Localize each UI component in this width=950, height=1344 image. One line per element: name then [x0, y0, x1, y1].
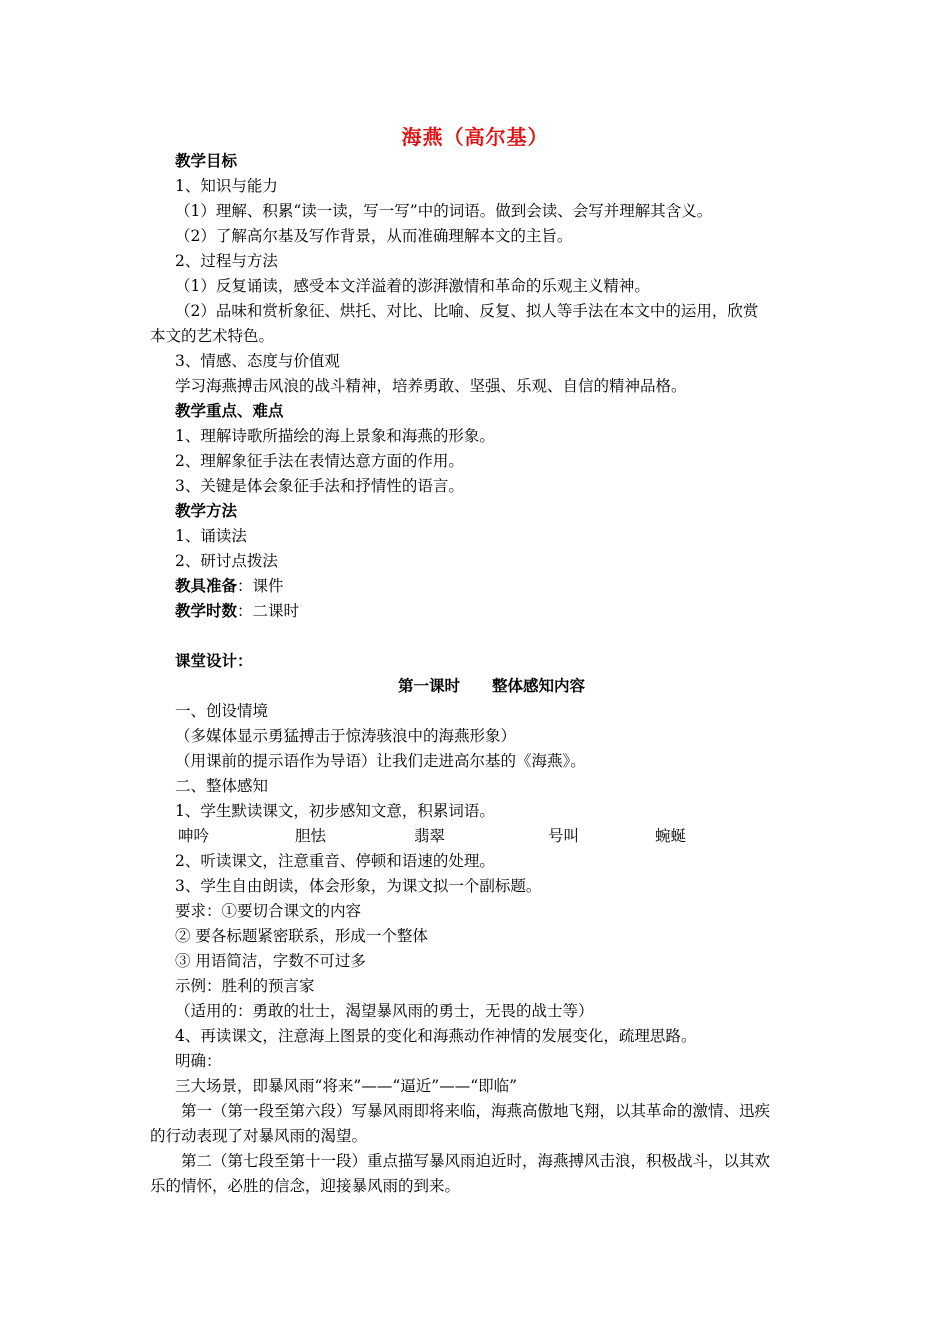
vocabulary-words: [0, 826, 950, 846]
section1-item-2: （用课前的提示语作为导语）让我们走进高尔基的《海燕》。: [175, 752, 586, 770]
goals-knowledge-item-2: （2）了解高尔基及写作背景，从而准确理解本文的主旨。: [175, 227, 573, 245]
vocab-word: 号叫: [548, 827, 580, 845]
goals-process-item-2-line1: （2）品味和赏析象征、烘托、对比、比喻、反复、拟人等手法在本文中的运用，欣赏: [175, 302, 759, 320]
part1-line2: 的行动表现了对暴风雨的渴望。: [150, 1127, 368, 1145]
lesson1-heading-topic: 整体感知内容: [492, 676, 586, 695]
clarify-label: 明确：: [175, 1052, 222, 1070]
keypoints-heading: 教学重点、难点: [175, 401, 284, 420]
section2-heading: 二、整体感知: [175, 777, 269, 795]
document-title: 海燕（高尔基）: [401, 125, 549, 149]
methods-heading: 教学方法: [175, 501, 238, 520]
requirement-1: 要求：①要切合课文的内容: [175, 902, 362, 920]
goals-knowledge-heading: 1、知识与能力: [175, 177, 278, 195]
design-heading: 课堂设计：: [175, 651, 253, 670]
goals-knowledge-item-1: （1）理解、积累“读一读，写一写”中的词语。做到会读、会写并理解其含义。: [175, 202, 713, 220]
keypoint-item-2: 2、理解象征手法在表情达意方面的作用。: [175, 452, 464, 470]
section2-item-4: 4、再读课文，注意海上图景的变化和海燕动作神情的发展变化，疏理思路。: [175, 1027, 697, 1045]
goals-values-item: 学习海燕搏击风浪的战斗精神，培养勇敢、坚强、乐观、自信的精神品格。: [175, 377, 687, 395]
hours-label: 教学时数: [175, 601, 238, 620]
section1-item-1: （多媒体显示勇猛搏击于惊涛骇浪中的海燕形象）: [175, 727, 517, 745]
goals-process-heading: 2、过程与方法: [175, 252, 278, 270]
method-item-1: 1、诵读法: [175, 527, 247, 545]
keypoint-item-3: 3、关键是体会象征手法和抒情性的语言。: [175, 477, 464, 495]
keypoint-item-1: 1、理解诗歌所描绘的海上景象和海燕的形象。: [175, 427, 495, 445]
vocab-word: 呻吟: [178, 827, 210, 845]
vocab-word: 蜿蜒: [655, 827, 687, 845]
tools-line: [175, 576, 284, 596]
scenes-summary: 三大场景，即暴风雨“将来”——“逼近”——“即临”: [175, 1077, 518, 1095]
part2-line2: 乐的情怀，必胜的信念，迎接暴风雨的到来。: [150, 1177, 461, 1195]
lesson1-heading: [0, 676, 950, 696]
goals-process-item-1: （1）反复诵读，感受本文洋溢着的澎湃激情和革命的乐观主义精神。: [175, 277, 650, 295]
section2-item-2: 2、听读课文，注意重音、停顿和语速的处理。: [175, 852, 495, 870]
vocab-word: 胆怯: [295, 827, 327, 845]
vocab-word: 翡翠: [414, 827, 446, 845]
requirement-2: ② 要各标题紧密联系，形成一个整体: [175, 927, 428, 945]
hours-line: [175, 601, 299, 621]
example: 示例：胜利的预言家: [175, 977, 315, 995]
tools-value: ：课件: [237, 577, 284, 595]
part2-line1: 第二（第七段至第十一段）重点描写暴风雨迫近时，海燕搏风击浪，积极战斗，以其欢: [150, 1152, 771, 1170]
method-item-2: 2、研讨点拨法: [175, 552, 278, 570]
goals-values-heading: 3、情感、态度与价值观: [175, 352, 340, 370]
goals-heading: 教学目标: [175, 151, 238, 170]
hours-value: ：二课时: [237, 602, 300, 620]
section1-heading: 一、创设情境: [175, 702, 269, 720]
goals-process-item-2-line2: 本文的艺术特色。: [150, 327, 275, 345]
section2-item-1: 1、学生默读课文，初步感知文意，积累词语。: [175, 802, 495, 820]
section2-item-3: 3、学生自由朗读，体会形象，为课文拟一个副标题。: [175, 877, 542, 895]
requirement-3: ③ 用语简洁，字数不可过多: [175, 952, 366, 970]
tools-label: 教具准备: [175, 576, 238, 595]
part1-line1: 第一（第一段至第六段）写暴风雨即将来临，海燕高傲地飞翔，以其革命的激情、迅疾: [150, 1102, 771, 1120]
example-note: （适用的：勇敢的壮士，渴望暴风雨的勇士，无畏的战士等）: [175, 1002, 594, 1020]
lesson1-heading-number: 第一课时: [397, 676, 460, 695]
